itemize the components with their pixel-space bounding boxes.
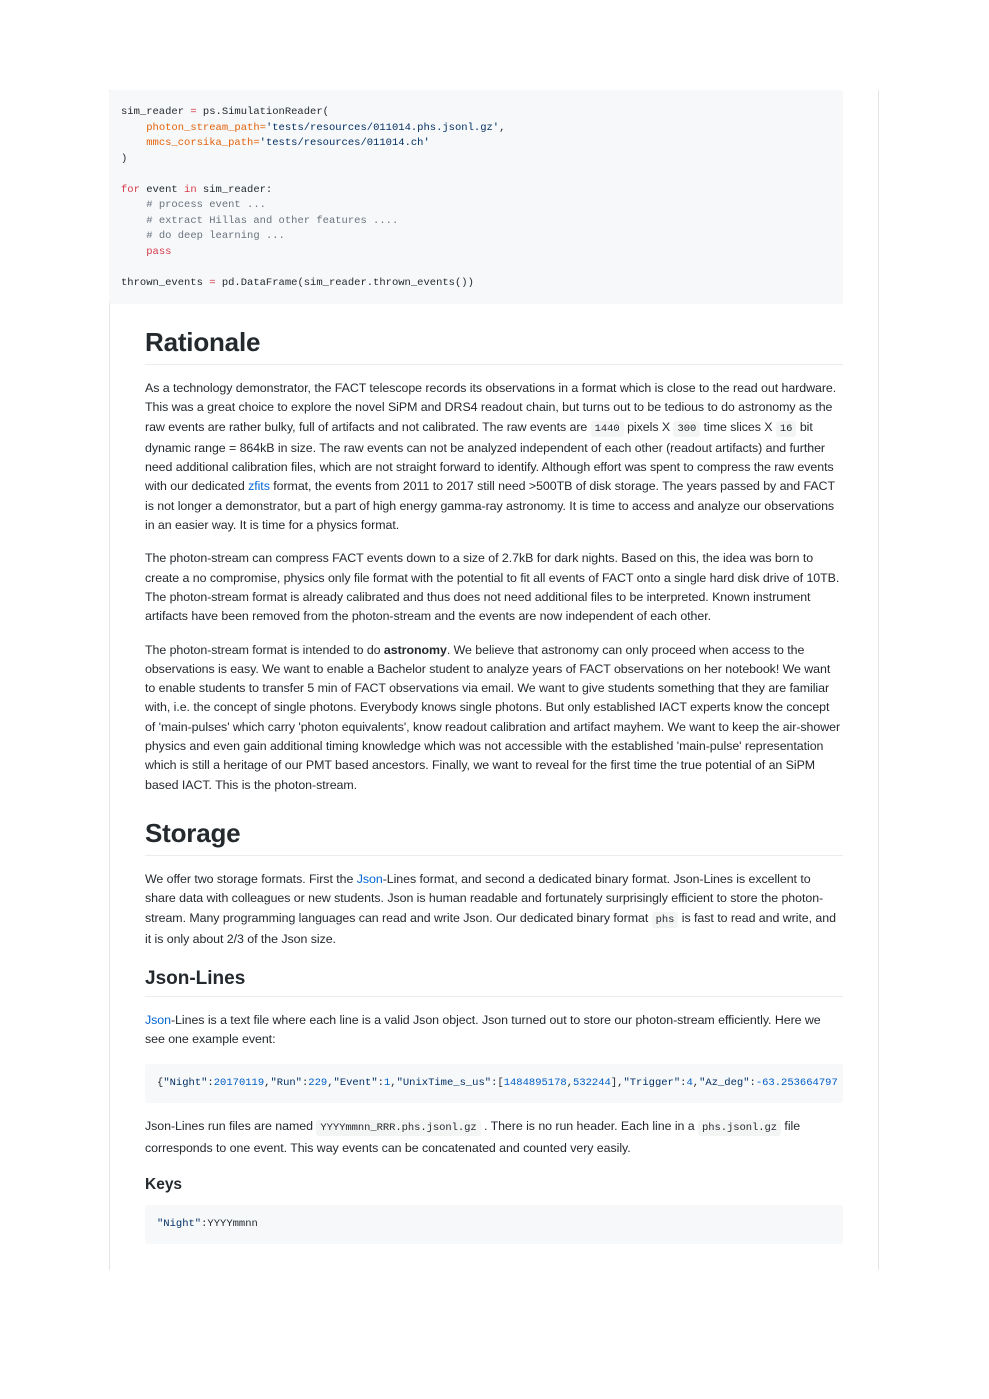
rationale-paragraph-2: The photon-stream can compress FACT events down to a size of 2.7kB for dark nights. Based on this, the idea was born to create a no compromise, physics only file format with the potential to fit all events of FACT onto a single hard disk drive of 10TB. The photon-stream format is already calibrated and thus does not need additional files to be interpreted. Known instrument artifacts have been removed from the photon-stream and the events are now independent of each other. [145, 551, 840, 624]
inline-code-300: 300 [673, 421, 700, 437]
heading-keys: Keys [145, 1175, 183, 1193]
inline-code-phs: phs [652, 912, 679, 928]
json-lines-json-link[interactable]: Json [145, 1013, 171, 1028]
json-lines-paragraph-1: Json-Lines is a text file where each line is a valid Json object. Json turned out to store our photon-stream efficiently. Here we see one example event: [145, 1013, 821, 1047]
json-lines-paragraph-2: Json-Lines run files are named YYYYmmnn_RRR.phs.jsonl.gz . There is no run header. Each line in a phs.jsonl.gz file corresponds to one event. This way events can be concatenated and counted very easily. [145, 1119, 801, 1155]
code-block-keys: "Night":YYYYmmnn [145, 1205, 843, 1245]
code-block-simulation-reader: sim_reader = ps.SimulationReader( photon_stream_path='tests/resources/011014.phs.jsonl.gz', mmcs_corsika_path='tests/resources/011014.ch' ) for event in sim_reader: # process event ... # extract Hillas and other features .... # do deep learning ... pass thrown_events = pd.DataFrame(sim_reader.thrown_events()) [109, 90, 843, 304]
zfits-link[interactable]: zfits [248, 479, 270, 494]
rationale-paragraph-3: The photon-stream format is intended to do astronomy. We believe that astronomy can only proceed when access to the observations is easy. We want to enable a Bachelor student to analyze years of FACT observations on her notebook! We want to enable students to transfer 5 min of FACT observations via email. We want to give students something that they are familiar with, i.e. the concept of single photons. Everybody knows single photons. But only established IACT experts know the concept of 'main-pulses' which carry 'photon equivalents', know readout calibration and artifact mayhem. We want to keep the air-shower physics and even gain additional timing knowledge which was not accessible with the established 'main-pulse' representation which is still a heritage of our PMT based ancestors. Finally, we want to reveal for the first time the true potential of an SiPM based IACT. This is the photon-stream. [145, 642, 841, 792]
inline-code-1440: 1440 [591, 421, 624, 437]
inline-code-run-filename: YYYYmmnn_RRR.phs.jsonl.gz [316, 1120, 480, 1136]
inline-code-phs-jsonl-gz: phs.jsonl.gz [698, 1120, 781, 1136]
code-block-example-event: {"Night":20170119,"Run":229,"Event":1,"UnixTime_s_us":[1484895178,532244],"Trigger":4,"Az_deg":-63.253664797 [145, 1064, 843, 1104]
storage-paragraph-1: We offer two storage formats. First the Json-Lines format, and second a dedicated binary format. Json-Lines is excellent to share data with colleagues or new students. Json is human readable and fortunately surprisingly efficient to store the photon-stream. Many programming languages can read and write Json. Our dedicated binary format phs is fast to read and write, and it is only about 2/3 of the Json size. [145, 871, 836, 946]
heading-storage: Storage [145, 817, 843, 856]
heading-json-lines: Json-Lines [145, 967, 843, 997]
rationale-paragraph-1: As a technology demonstrator, the FACT telescope records its observations in a format which is close to the read out hardware. This was a great choice to explore the novel SiPM and DRS4 readout chain, but turns out to be tedious to do astronomy as the raw events are rather bulky, full of artifacts and not calibrated. The raw events are 1440 pixels X 300 time slices X 16 bit dynamic range = 864kB in size. The raw events can not be analyzed independent of each other (readout artifacts) and further need additional calibration files, which are not straight forward to identify. Although effort was spent to compress the raw events with our dedicated zfits format, the events from 2011 to 2017 still need >500TB of disk storage. The years passed by and FACT is not longer a demonstrator, but a part of high energy gamma-ray astronomy. It is time to access and analyze our observations in an easier way. It is time for a physics format. [145, 381, 837, 533]
inline-code-16: 16 [776, 421, 797, 437]
heading-rationale: Rationale [145, 326, 843, 365]
json-link[interactable]: Json [356, 871, 383, 886]
document-content [121, 90, 843, 1244]
